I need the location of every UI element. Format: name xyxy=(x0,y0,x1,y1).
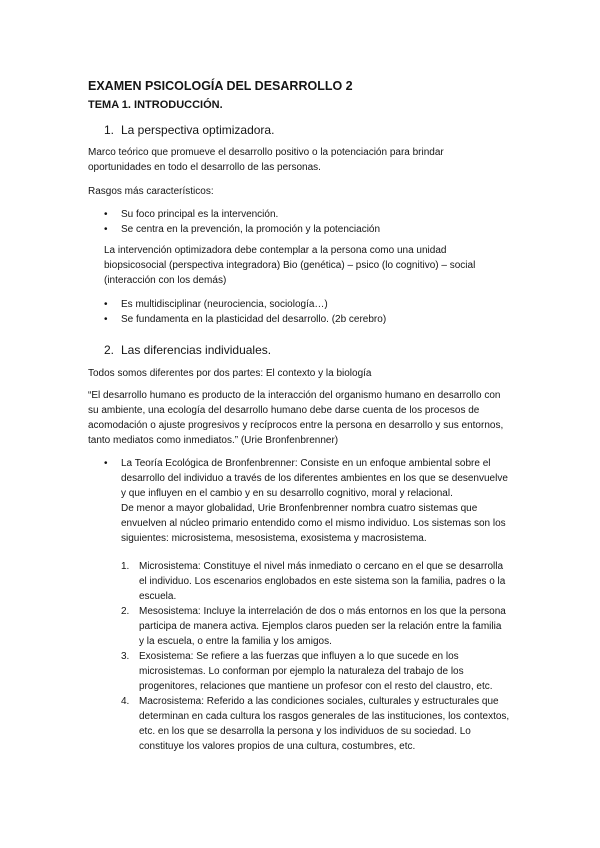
optimizadora-paragraph-line: La intervención optimizadora debe contemplar a la persona como una unidad xyxy=(104,245,447,256)
quote-line: acomodación o ajuste progresivos y recíprocos entre la persona en desarrollo y sus entornos, xyxy=(88,420,504,431)
system-line: Mesosistema: Incluye la interrelación de dos o más entornos en los que la persona xyxy=(139,606,506,617)
document-title: EXAMEN PSICOLOGÍA DEL DESARROLLO 2 xyxy=(88,79,353,93)
list-item: Se centra en la prevención, la promoción y la potenciación xyxy=(121,224,381,235)
teoria-line: y que influyen en el cambio y en su desarrollo cognitivo, moral y relacional. xyxy=(121,488,453,499)
system-number: 4. xyxy=(121,696,130,707)
system-number: 1. xyxy=(121,561,130,572)
section1-intro-line: oportunidades en todo el desarrollo de las personas. xyxy=(88,162,321,173)
section2-number: 2. xyxy=(104,343,115,357)
bullet-icon: • xyxy=(104,299,108,310)
system-line: Microsistema: Constituye el nivel más inmediato o cercano en el que se desarrolla xyxy=(139,561,504,572)
system-line: constituye los valores propios de una cultura, costumbres, etc. xyxy=(139,741,416,752)
tema-heading: TEMA 1. INTRODUCCIÓN. xyxy=(88,99,223,111)
teoria-line: La Teoría Ecológica de Bronfenbrenner: Consiste en un enfoque ambiental sobre el xyxy=(121,458,491,469)
list-item: Se fundamenta en la plasticidad del desarrollo. (2b cerebro) xyxy=(121,314,387,325)
system-line: progenitores, relaciones que mantiene un profesor con el resto del claustro, etc. xyxy=(139,681,493,692)
system-line: microsistemas. Lo conforman por ejemplo la naturaleza del trabajo de los xyxy=(139,666,464,677)
system-number: 3. xyxy=(121,651,130,662)
bullet-icon: • xyxy=(104,209,108,220)
teoria-line: envuelven al núcleo primario entendido como el mismo individuo. Los sistemas son los xyxy=(121,518,506,529)
rasgos-label: Rasgos más característicos: xyxy=(88,186,214,197)
system-line: Macrosistema: Referido a las condiciones sociales, culturales y estructurales que xyxy=(139,696,499,707)
system-line: etc. en los que se desarrolla la persona y los individuos de su sociedad. Lo xyxy=(139,726,471,737)
section2-lead: Todos somos diferentes por dos partes: El contexto y la biología xyxy=(88,368,372,379)
system-line: escuela. xyxy=(139,591,177,602)
optimizadora-paragraph-line: biopsicosocial (perspectiva integradora) Bio (genética) – psico (lo cognitivo) – social xyxy=(104,260,476,271)
section2-heading: Las diferencias individuales. xyxy=(121,343,272,357)
system-line: y la escuela, o entre la familia y los amigos. xyxy=(139,636,332,647)
quote-line: su ambiente, una ecología del desarrollo humano debe darse cuenta de los procesos de xyxy=(88,405,480,416)
bullet-icon: • xyxy=(104,458,108,469)
teoria-line: desarrollo del individuo a través de los diferentes ambientes en los que se desenvuelve xyxy=(121,473,508,484)
system-line: participa de manera activa. Ejemplos claros pueden ser la relación entre la familia xyxy=(139,621,502,632)
system-number: 2. xyxy=(121,606,130,617)
teoria-line: siguientes: microsistema, mesosistema, exosistema y macrosistema. xyxy=(121,533,427,544)
system-line: Exosistema: Se refiere a las fuerzas que influyen a lo que sucede en los xyxy=(139,651,459,662)
quote-line: “El desarrollo humano es producto de la interacción del organismo humano en desarrollo con xyxy=(88,390,501,401)
section1-number: 1. xyxy=(104,123,115,137)
system-line: el individuo. Los escenarios englobados en este sistema son la familia, padres o la xyxy=(139,576,506,587)
quote-line: tanto mediatos como inmediatos.” (Urie Bronfenbrenner) xyxy=(88,435,339,446)
system-line: determinan en cada cultura los rasgos generales de las instituciones, los contextos, xyxy=(139,711,510,722)
list-item: Su foco principal es la intervención. xyxy=(121,209,279,220)
optimizadora-paragraph-line: (interacción con los demás) xyxy=(104,275,227,286)
section1-intro-line: Marco teórico que promueve el desarrollo positivo o la potenciación para brindar xyxy=(88,147,444,158)
teoria-line: De menor a mayor globalidad, Urie Bronfenbrenner nombra cuatro sistemas que xyxy=(121,503,478,514)
bullet-icon: • xyxy=(104,224,108,235)
section1-heading: La perspectiva optimizadora. xyxy=(121,123,275,137)
list-item: Es multidisciplinar (neurociencia, sociología…) xyxy=(121,299,328,310)
bullet-icon: • xyxy=(104,314,108,325)
